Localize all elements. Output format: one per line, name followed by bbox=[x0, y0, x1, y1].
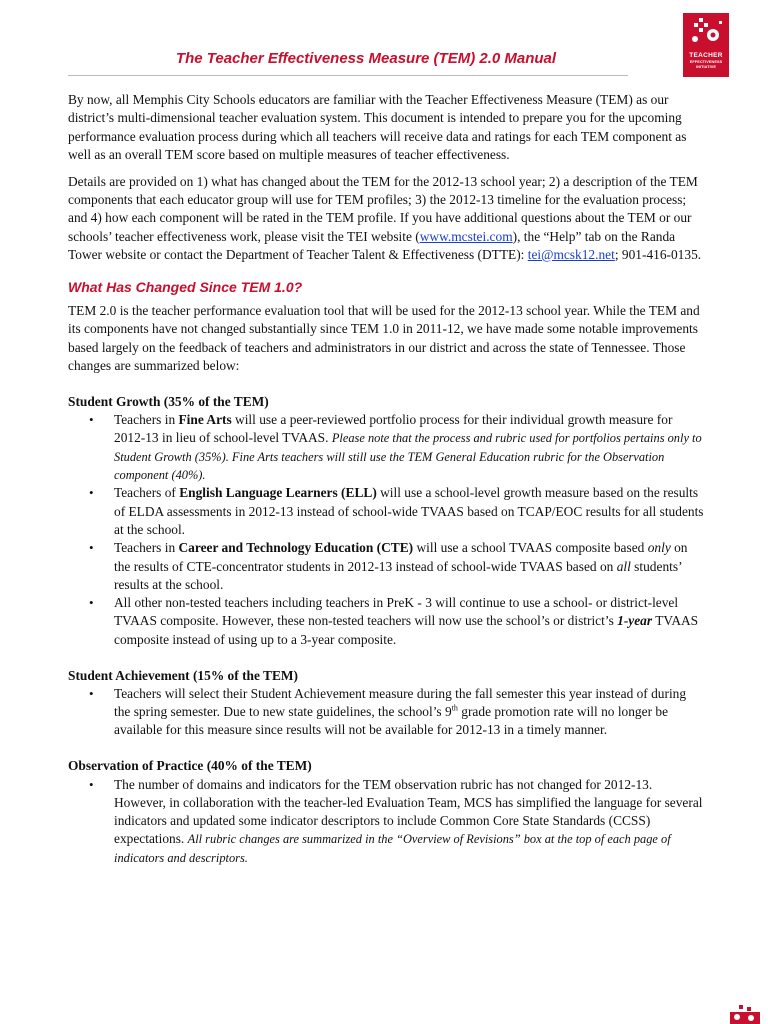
page-title: The Teacher Effectiveness Measure (TEM) 2.0 Manual bbox=[175, 50, 557, 67]
list-item: • The number of domains and indicators for the TEM observation rubric has not changed for 2012-13. However, in collaboration with the teacher-led Evaluation Team, MCS has simplified the language for several indicators and updated some indicator descriptors to include Common Core State Standards (CCSS) expectations. All rubric changes are summarized in the “Overview of Revisions” box at the top of each page of indicators and descriptors. bbox=[68, 776, 704, 867]
list-item: • All other non-tested teachers including teachers in PreK - 3 will continue to use a school- or district-level TVAAS composite. However, these non-tested teachers will now use the school’s or district’s 1-year TVAAS composite instead of using up to a 3-year composite. bbox=[68, 594, 704, 649]
student-achievement-list bbox=[68, 685, 704, 740]
student-growth-heading: Student Growth (35% of the TEM) bbox=[68, 393, 269, 409]
observation-list bbox=[68, 776, 704, 867]
student-growth-list bbox=[68, 411, 704, 649]
list-item: • Teachers in Career and Technology Education (CTE) will use a school TVAAS composite based only on the results of CTE-concentrator students in 2012-13 instead of school-wide TVAAS based on all students’ results at the school. bbox=[68, 539, 704, 594]
gear-icon bbox=[683, 13, 729, 53]
intro-paragraph: By now, all Memphis City Schools educators are familiar with the Teacher Effectiveness Measure (TEM) as our district’s multi-dimensional teacher evaluation system. This document is intended to prepare you for the upcoming performance evaluation process during which all teachers will receive data and ratings for each TEM component as well as an overall TEM score based on multiple measures of teacher effectiveness. bbox=[68, 92, 687, 162]
document-body bbox=[68, 91, 704, 867]
list-item: • Teachers of English Language Learners (ELL) will use a school-level growth measure based on the results of ELDA assessments in 2012-13 instead of school-wide TVAAS based on TCAP/EOC results for all students at the school. bbox=[68, 484, 704, 539]
details-paragraph: Details are provided on 1) what has changed about the TEM for the 2012-13 school year; 2) a description of the TEM components that each educator group will use for TEM profiles; 3) the 2012-13 timeline for the evaluation process; and 4) how each component will be rated in the TEM profile. If you have additional questions about the TEM or our schools’ teacher effectiveness work, please visit the TEI website (www.mcstei.com), the “Help” tab on the Randa Tower website or contact the Department of Teacher Talent & Effectiveness (DTTE): tei@mcsk12.net; 901-416-0135. bbox=[68, 173, 702, 262]
section-intro: TEM 2.0 is the teacher performance evaluation tool that will be used for the 2012-13 school year. While the TEM and its components have not changed substantially since TEM 1.0 in 2011-12, we have made some notable improvements based largely on the feedback of teachers and administrators in our district and across the state of Tennessee. Those changes are summarized below: bbox=[68, 303, 700, 374]
tei-email-link[interactable]: tei@mcsk12.net bbox=[527, 246, 615, 262]
title-divider bbox=[68, 75, 628, 76]
list-item: • Teachers will select their Student Achievement measure during the fall semester this year instead of during the spring semester. Due to new state guidelines, the school’s 9th grade promotion rate will no longer be available for this measure since results will not be available for 2012-13 in a timely manner. bbox=[68, 685, 704, 740]
tei-website-link[interactable]: www.mcstei.com bbox=[419, 228, 513, 244]
logo-line-initiative: INITIATIVE bbox=[695, 65, 717, 69]
section-heading: What Has Changed Since TEM 1.0? bbox=[68, 279, 303, 296]
logo-line-effectiveness: EFFECTIVENESS bbox=[689, 60, 723, 64]
list-item: • Teachers in Fine Arts will use a peer-reviewed portfolio process for their individual growth measure for 2012-13 in lieu of school-level TVAAS. Please note that the process and rubric used for portfolios pertains only to Student Growth (35%). Fine Arts teachers will still use the TEM General Education rubric for the Observation component (40%). bbox=[68, 411, 704, 484]
observation-heading: Observation of Practice (40% of the TEM) bbox=[68, 758, 312, 774]
student-achievement-heading: Student Achievement (15% of the TEM) bbox=[68, 667, 298, 683]
logo-line-teacher: TEACHER bbox=[689, 52, 723, 59]
gear-icon-footer bbox=[727, 1004, 761, 1024]
